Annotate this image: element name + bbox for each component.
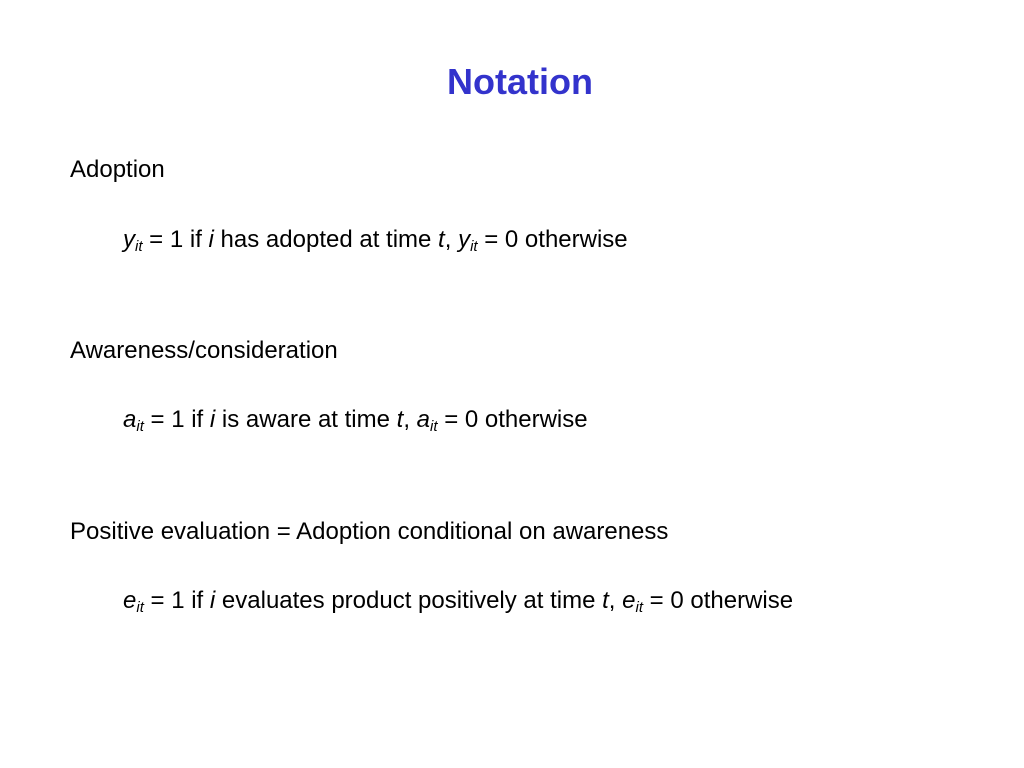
formula-var: y bbox=[458, 226, 471, 253]
formula-subscript: it bbox=[135, 238, 143, 255]
formula-index: i bbox=[209, 587, 216, 614]
formula-text: = 0 otherwise bbox=[477, 226, 628, 253]
formula-text: = 1 if bbox=[142, 226, 209, 253]
formula-text: = 1 if bbox=[143, 587, 210, 614]
formula-text: = 0 otherwise bbox=[437, 406, 588, 433]
formula-var: a bbox=[123, 406, 137, 433]
formula-var: e bbox=[123, 587, 137, 614]
formula-text: = 0 otherwise bbox=[642, 587, 794, 614]
formula-text: = 1 if bbox=[143, 406, 210, 433]
formula-index: i bbox=[208, 226, 214, 253]
formula-time: t bbox=[396, 406, 404, 433]
formula-subscript: it bbox=[470, 238, 478, 255]
formula-text: has adopted at time bbox=[213, 226, 439, 253]
formula-var: e bbox=[622, 587, 636, 614]
formula-time: t bbox=[602, 587, 609, 614]
formula-text: , bbox=[444, 226, 459, 253]
section-heading-positive-evaluation: Positive evaluation = Adoption conditional on awareness bbox=[70, 518, 669, 545]
formula-subscript: it bbox=[635, 599, 643, 616]
section-heading-adoption: Adoption bbox=[70, 156, 165, 183]
formula-time: t bbox=[438, 226, 445, 253]
slide-title: Notation bbox=[447, 61, 593, 102]
formula-text: evaluates product positively at time bbox=[215, 587, 603, 614]
formula-text: , bbox=[403, 406, 417, 433]
formula-positive-evaluation bbox=[123, 586, 793, 616]
section-heading-awareness: Awareness/consideration bbox=[70, 337, 338, 364]
formula-adoption bbox=[123, 225, 628, 255]
formula-index: i bbox=[209, 406, 216, 433]
formula-subscript: it bbox=[430, 418, 438, 435]
formula-var: a bbox=[416, 406, 431, 433]
formula-var: y bbox=[123, 226, 135, 253]
formula-text: , bbox=[608, 587, 623, 614]
formula-awareness bbox=[123, 405, 588, 435]
formula-subscript: it bbox=[136, 418, 144, 435]
formula-subscript: it bbox=[136, 599, 144, 616]
formula-text: is aware at time bbox=[215, 406, 397, 433]
